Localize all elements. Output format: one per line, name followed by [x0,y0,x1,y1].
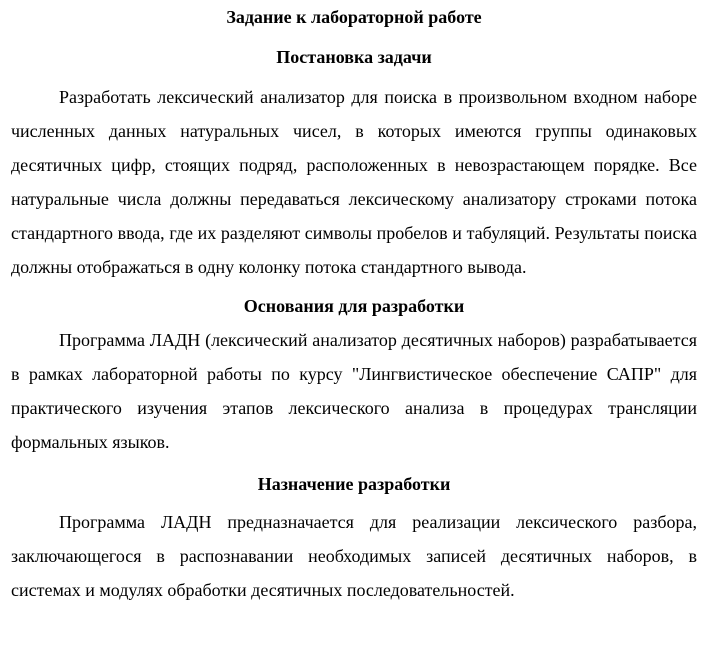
section-text-grounds: Программа ЛАДН (лексический анализатор десятичных наборов) разрабатывается в рамках лабораторной работы по курсу "Лингвистическое обеспечение САПР" для практического изучения этапов лексического анализа в процедурах трансляции формальных языков. [11,330,697,452]
document-title: Задание к лабораторной работе [226,7,482,27]
section-text-purpose: Программа ЛАДН предназначается для реализации лексического разбора, заключающегося в распознавании необходимых записей десятичных наборов, в системах и модулях обработки десятичных последовательностей. [11,512,697,600]
section-heading-grounds: Основания для разработки [243,296,465,316]
section-heading-purpose: Назначение разработки [257,474,451,494]
document-page [11,0,697,607]
section-heading-task: Постановка задачи [276,47,432,67]
section-text-task: Разработать лексический анализатор для поиска в произвольном входном наборе численных данных натуральных чисел, в которых имеются группы одинаковых десятичных цифр, стоящих подряд, расположенных в невозрастающем порядке. Все натуральные числа должны передаваться лексическому анализатору строками потока стандартного ввода, где их разделяют символы пробелов и табуляций. Результаты поиска должны отображаться в одну колонку потока стандартного вывода. [11,87,697,277]
